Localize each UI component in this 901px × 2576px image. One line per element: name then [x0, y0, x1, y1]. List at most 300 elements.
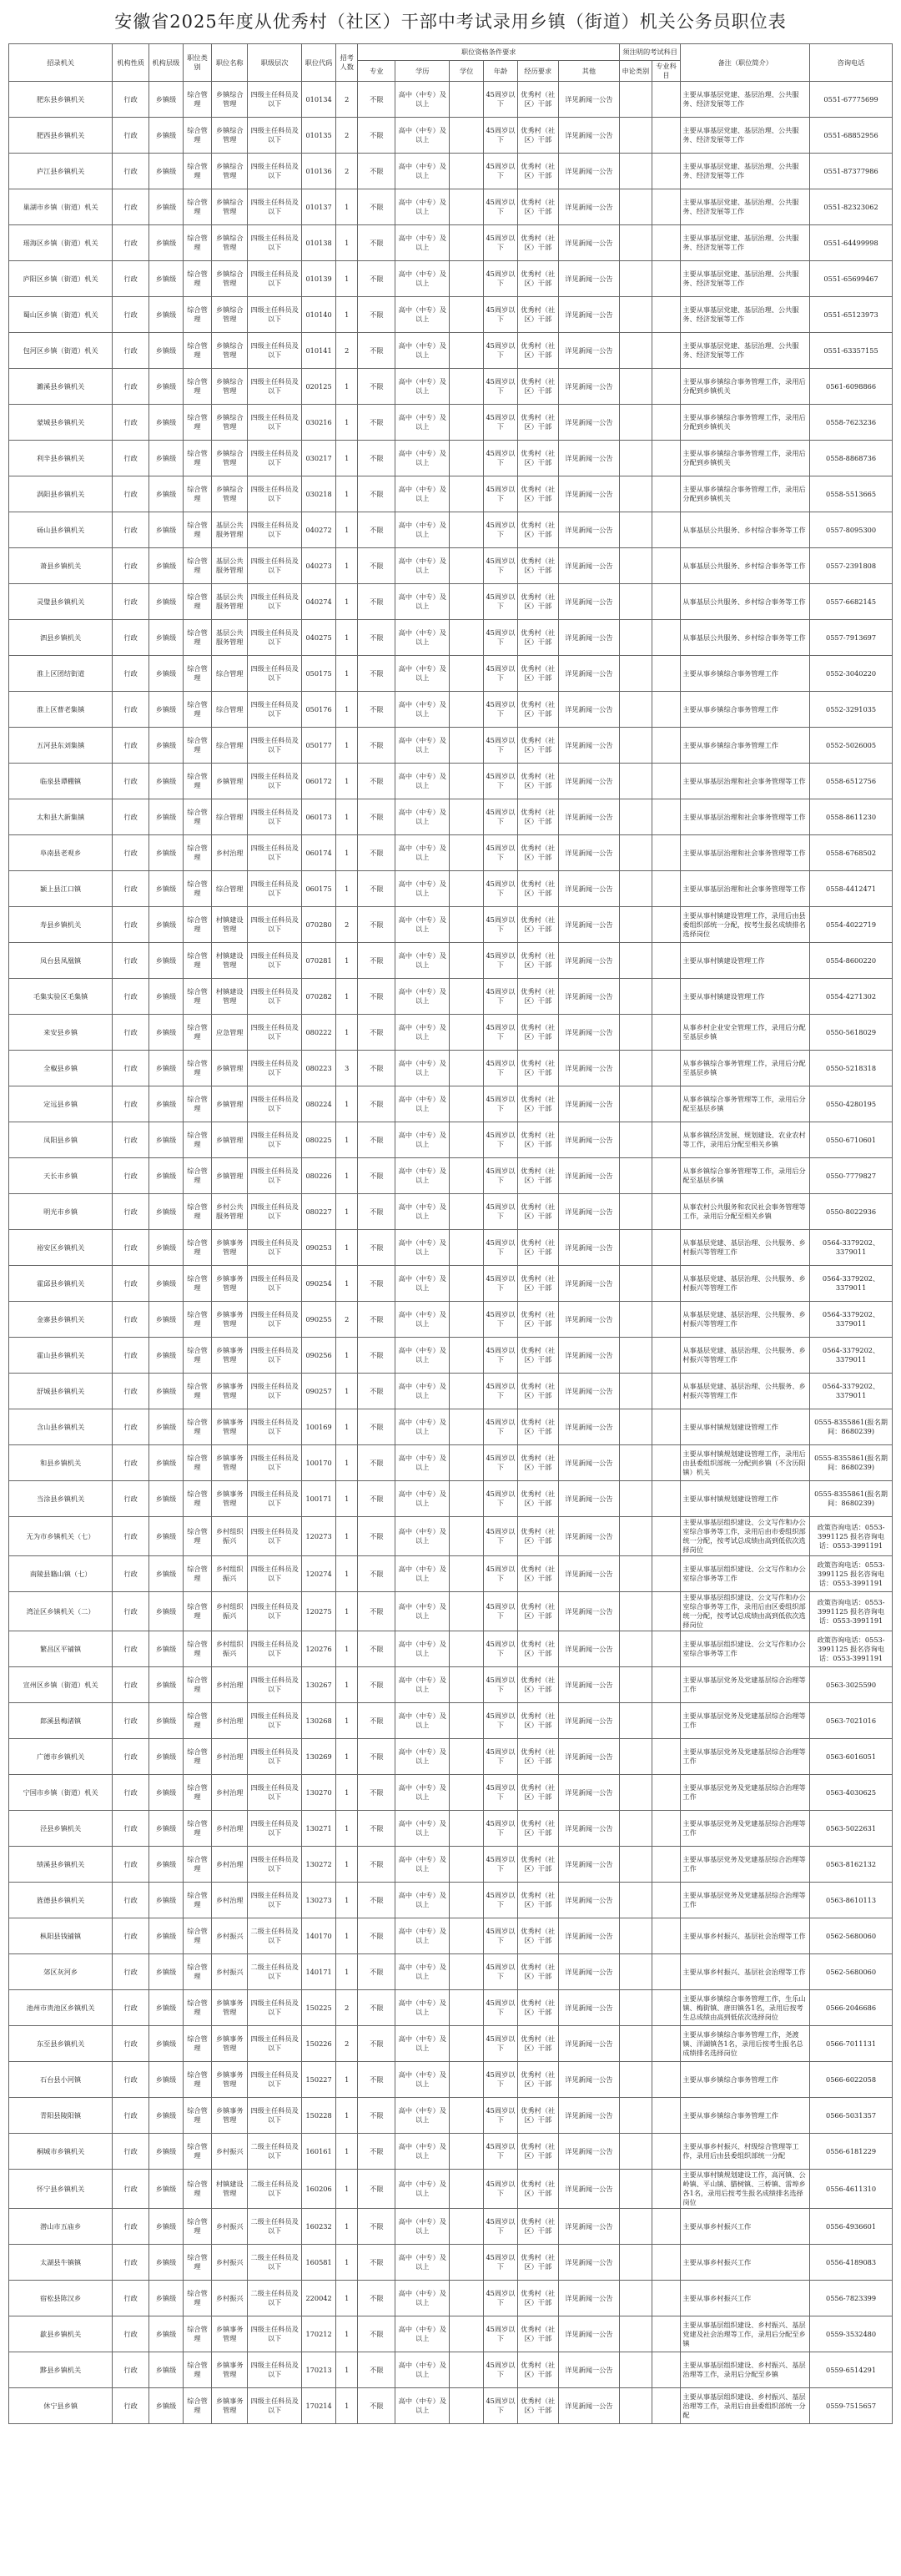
cell-position-level: 四级主任科员及以下	[248, 118, 302, 154]
cell-level: 乡镇级	[149, 1158, 184, 1194]
cell-education: 高中（中专）及以上	[395, 656, 450, 692]
cell-major: 不限	[358, 1409, 395, 1445]
cell-exam-gk	[620, 1194, 652, 1230]
cell-category: 综合管理	[183, 333, 212, 369]
cell-position-level: 四级主任科员及以下	[248, 2352, 302, 2388]
cell-education: 高中（中专）及以上	[395, 2352, 450, 2388]
cell-nature: 行政	[113, 2098, 149, 2134]
cell-age: 45周岁以下	[484, 2388, 518, 2424]
cell-position-level: 四级主任科员及以下	[248, 225, 302, 261]
cell-remarks: 主要从事乡镇综合事务管理工作	[681, 656, 810, 692]
cell-code: 130272	[302, 1847, 336, 1883]
table-row	[9, 620, 893, 656]
cell-code: 090257	[302, 1374, 336, 1409]
cell-level: 乡镇级	[149, 2388, 184, 2424]
cell-age: 45周岁以下	[484, 1266, 518, 1302]
cell-major: 不限	[358, 2134, 395, 2170]
cell-other: 详见新闻一公告	[558, 1230, 619, 1266]
cell-unit: 裕安区乡镇机关	[9, 1230, 113, 1266]
cell-remarks: 主要从事基层党建、基层治理、公共服务、经济发展等工作	[681, 333, 810, 369]
cell-position: 乡镇综合管理	[212, 82, 248, 118]
cell-other: 详见新闻一公告	[558, 1954, 619, 1990]
cell-phone: 0558-7623236	[810, 405, 893, 441]
table-row	[9, 1631, 893, 1667]
table-row	[9, 1556, 893, 1592]
cell-exam-prof	[652, 1667, 681, 1703]
cell-exam-prof	[652, 871, 681, 907]
cell-other: 详见新闻一公告	[558, 943, 619, 979]
cell-count: 1	[335, 1954, 357, 1990]
cell-code: 080226	[302, 1158, 336, 1194]
table-row	[9, 2316, 893, 2352]
cell-position-level: 四级主任科员及以下	[248, 1302, 302, 1338]
cell-remarks: 主要从事基层治理和社会事务管理等工作	[681, 799, 810, 835]
cell-exam-gk	[620, 82, 652, 118]
cell-position: 乡镇事务管理	[212, 1445, 248, 1481]
cell-experience: 优秀村（社区）干部	[517, 943, 558, 979]
cell-code: 220042	[302, 2281, 336, 2316]
cell-unit: 和县乡镇机关	[9, 1445, 113, 1481]
cell-phone: 0550-6710601	[810, 1122, 893, 1158]
cell-level: 乡镇级	[149, 764, 184, 799]
cell-category: 综合管理	[183, 1122, 212, 1158]
header-count: 招考人数	[335, 44, 357, 82]
cell-exam-gk	[620, 261, 652, 297]
cell-age: 45周岁以下	[484, 2062, 518, 2098]
cell-experience: 优秀村（社区）干部	[517, 2170, 558, 2209]
cell-degree	[450, 1086, 484, 1122]
cell-exam-prof	[652, 1592, 681, 1631]
cell-phone: 0557-6682145	[810, 584, 893, 620]
cell-position: 乡镇综合管理	[212, 261, 248, 297]
cell-degree	[450, 297, 484, 333]
cell-age: 45周岁以下	[484, 620, 518, 656]
cell-age: 45周岁以下	[484, 656, 518, 692]
table-row	[9, 656, 893, 692]
cell-education: 高中（中专）及以上	[395, 225, 450, 261]
cell-position: 乡村组织振兴	[212, 1517, 248, 1556]
cell-count: 2	[335, 118, 357, 154]
cell-category: 综合管理	[183, 1086, 212, 1122]
cell-exam-prof	[652, 2062, 681, 2098]
cell-count: 1	[335, 1847, 357, 1883]
cell-level: 乡镇级	[149, 1481, 184, 1517]
cell-age: 45周岁以下	[484, 1990, 518, 2026]
cell-position-level: 二级主任科员及以下	[248, 1954, 302, 1990]
cell-code: 100170	[302, 1445, 336, 1481]
cell-position: 乡镇事务管理	[212, 2316, 248, 2352]
cell-degree	[450, 2245, 484, 2281]
cell-exam-prof	[652, 1775, 681, 1811]
cell-position: 乡村组织振兴	[212, 1592, 248, 1631]
cell-position: 乡村治理	[212, 1775, 248, 1811]
cell-exam-prof	[652, 1158, 681, 1194]
cell-experience: 优秀村（社区）干部	[517, 2388, 558, 2424]
table-row	[9, 2062, 893, 2098]
cell-remarks: 主要从事基层党务及党建基层综合治理等工作	[681, 1739, 810, 1775]
cell-phone: 0564-3379202、3379011	[810, 1374, 893, 1409]
cell-count: 1	[335, 728, 357, 764]
cell-phone: 0566-6022058	[810, 2062, 893, 2098]
cell-code: 090256	[302, 1338, 336, 1374]
cell-age: 45周岁以下	[484, 1481, 518, 1517]
cell-experience: 优秀村（社区）干部	[517, 1883, 558, 1918]
cell-age: 45周岁以下	[484, 1918, 518, 1954]
cell-degree	[450, 1811, 484, 1847]
table-row	[9, 1517, 893, 1556]
cell-category: 综合管理	[183, 1158, 212, 1194]
cell-category: 综合管理	[183, 1230, 212, 1266]
cell-unit: 凤台县凤凰镇	[9, 943, 113, 979]
cell-position: 乡镇综合管理	[212, 189, 248, 225]
cell-other: 详见新闻一公告	[558, 1445, 619, 1481]
cell-level: 乡镇级	[149, 1517, 184, 1556]
cell-nature: 行政	[113, 1086, 149, 1122]
cell-remarks: 从事基层党建、基层治理、公共服务、乡村振兴等管理工作	[681, 1374, 810, 1409]
cell-nature: 行政	[113, 1158, 149, 1194]
cell-code: 160206	[302, 2170, 336, 2209]
cell-code: 070282	[302, 979, 336, 1015]
cell-degree	[450, 441, 484, 476]
cell-position-level: 四级主任科员及以下	[248, 1592, 302, 1631]
cell-phone: 0551-67775699	[810, 82, 893, 118]
cell-position-level: 四级主任科员及以下	[248, 261, 302, 297]
cell-remarks: 主要从事基层党务及党建基层综合治理等工作	[681, 1847, 810, 1883]
cell-position-level: 四级主任科员及以下	[248, 476, 302, 512]
cell-position-level: 四级主任科员及以下	[248, 154, 302, 189]
cell-exam-prof	[652, 2245, 681, 2281]
cell-experience: 优秀村（社区）干部	[517, 1667, 558, 1703]
cell-major: 不限	[358, 799, 395, 835]
cell-education: 高中（中专）及以上	[395, 189, 450, 225]
cell-nature: 行政	[113, 2316, 149, 2352]
cell-unit: 石台县小河镇	[9, 2062, 113, 2098]
cell-category: 综合管理	[183, 476, 212, 512]
cell-phone: 0551-65123973	[810, 297, 893, 333]
cell-exam-prof	[652, 1954, 681, 1990]
cell-code: 050175	[302, 656, 336, 692]
table-row	[9, 1883, 893, 1918]
cell-code: 080225	[302, 1122, 336, 1158]
cell-position: 乡镇事务管理	[212, 1230, 248, 1266]
cell-age: 45周岁以下	[484, 979, 518, 1015]
cell-education: 高中（中专）及以上	[395, 1481, 450, 1517]
cell-position: 村镇建设管理	[212, 979, 248, 1015]
cell-experience: 优秀村（社区）干部	[517, 2352, 558, 2388]
cell-exam-gk	[620, 154, 652, 189]
cell-position: 乡镇管理	[212, 764, 248, 799]
cell-age: 45周岁以下	[484, 1592, 518, 1631]
cell-count: 1	[335, 1266, 357, 1302]
cell-category: 综合管理	[183, 1739, 212, 1775]
cell-count: 1	[335, 2062, 357, 2098]
cell-exam-prof	[652, 441, 681, 476]
cell-age: 45周岁以下	[484, 512, 518, 548]
cell-degree	[450, 2388, 484, 2424]
cell-nature: 行政	[113, 2281, 149, 2316]
cell-phone: 0563-4030625	[810, 1775, 893, 1811]
cell-remarks: 主要从事基层党建、基层治理、公共服务、经济发展等工作	[681, 297, 810, 333]
cell-education: 高中（中专）及以上	[395, 1811, 450, 1847]
cell-exam-gk	[620, 1122, 652, 1158]
cell-education: 高中（中专）及以上	[395, 261, 450, 297]
cell-other: 详见新闻一公告	[558, 405, 619, 441]
cell-unit: 含山县乡镇机关	[9, 1409, 113, 1445]
cell-remarks: 主要从事村镇建设管理工作	[681, 943, 810, 979]
cell-other: 详见新闻一公告	[558, 2026, 619, 2062]
table-row	[9, 512, 893, 548]
cell-category: 综合管理	[183, 1374, 212, 1409]
cell-exam-prof	[652, 2388, 681, 2424]
cell-exam-gk	[620, 2098, 652, 2134]
cell-education: 高中（中专）及以上	[395, 1517, 450, 1556]
cell-exam-gk	[620, 2134, 652, 2170]
cell-age: 45周岁以下	[484, 2245, 518, 2281]
cell-other: 详见新闻一公告	[558, 1667, 619, 1703]
cell-count: 1	[335, 692, 357, 728]
cell-position-level: 四级主任科员及以下	[248, 1631, 302, 1667]
cell-exam-prof	[652, 82, 681, 118]
cell-major: 不限	[358, 1517, 395, 1556]
cell-level: 乡镇级	[149, 1194, 184, 1230]
cell-experience: 优秀村（社区）干部	[517, 1374, 558, 1409]
cell-other: 详见新闻一公告	[558, 692, 619, 728]
cell-nature: 行政	[113, 1592, 149, 1631]
cell-degree	[450, 1847, 484, 1883]
cell-position-level: 四级主任科员及以下	[248, 1481, 302, 1517]
cell-code: 160232	[302, 2209, 336, 2245]
cell-category: 综合管理	[183, 1409, 212, 1445]
cell-nature: 行政	[113, 1122, 149, 1158]
cell-category: 综合管理	[183, 2170, 212, 2209]
cell-experience: 优秀村（社区）干部	[517, 1631, 558, 1667]
table-row	[9, 2170, 893, 2209]
cell-code: 050177	[302, 728, 336, 764]
cell-exam-prof	[652, 1051, 681, 1086]
cell-nature: 行政	[113, 154, 149, 189]
cell-unit: 蒙城县乡镇机关	[9, 405, 113, 441]
cell-unit: 砀山县乡镇机关	[9, 512, 113, 548]
cell-category: 综合管理	[183, 405, 212, 441]
cell-level: 乡镇级	[149, 1556, 184, 1592]
cell-major: 不限	[358, 189, 395, 225]
cell-degree	[450, 2352, 484, 2388]
cell-remarks: 主要从事基层党务及党建基层综合治理等工作	[681, 1667, 810, 1703]
cell-level: 乡镇级	[149, 728, 184, 764]
cell-code: 090254	[302, 1266, 336, 1302]
cell-position: 乡镇综合管理	[212, 118, 248, 154]
cell-position: 基层公共服务管理	[212, 548, 248, 584]
cell-level: 乡镇级	[149, 261, 184, 297]
cell-count: 1	[335, 2134, 357, 2170]
cell-exam-prof	[652, 1481, 681, 1517]
cell-other: 详见新闻一公告	[558, 2062, 619, 2098]
cell-degree	[450, 82, 484, 118]
cell-unit: 宁国市乡镇（街道）机关	[9, 1775, 113, 1811]
cell-education: 高中（中专）及以上	[395, 512, 450, 548]
cell-education: 高中（中专）及以上	[395, 943, 450, 979]
cell-exam-gk	[620, 297, 652, 333]
cell-unit: 舒城县乡镇机关	[9, 1374, 113, 1409]
table-row	[9, 548, 893, 584]
cell-unit: 郊区灰河乡	[9, 1954, 113, 1990]
cell-position-level: 四级主任科员及以下	[248, 799, 302, 835]
cell-category: 综合管理	[183, 2026, 212, 2062]
cell-major: 不限	[358, 333, 395, 369]
cell-exam-gk	[620, 1703, 652, 1739]
cell-exam-gk	[620, 656, 652, 692]
cell-level: 乡镇级	[149, 1445, 184, 1481]
cell-major: 不限	[358, 1194, 395, 1230]
cell-level: 乡镇级	[149, 692, 184, 728]
cell-degree	[450, 1338, 484, 1374]
cell-exam-gk	[620, 1266, 652, 1302]
table-row	[9, 2134, 893, 2170]
cell-age: 45周岁以下	[484, 1122, 518, 1158]
cell-experience: 优秀村（社区）干部	[517, 441, 558, 476]
cell-age: 45周岁以下	[484, 548, 518, 584]
cell-remarks: 主要从事基层组织建设、乡村振兴、基层党建及社会治理等工作，录用后分配至乡镇	[681, 2316, 810, 2352]
cell-position: 乡村振兴	[212, 2245, 248, 2281]
cell-level: 乡镇级	[149, 118, 184, 154]
cell-age: 45周岁以下	[484, 943, 518, 979]
cell-education: 高中（中专）及以上	[395, 297, 450, 333]
cell-age: 45周岁以下	[484, 1739, 518, 1775]
cell-experience: 优秀村（社区）干部	[517, 1230, 558, 1266]
cell-phone: 0563-8610113	[810, 1883, 893, 1918]
table-row	[9, 1703, 893, 1739]
cell-experience: 优秀村（社区）干部	[517, 512, 558, 548]
cell-phone: 0557-2391808	[810, 548, 893, 584]
cell-degree	[450, 2134, 484, 2170]
cell-other: 详见新闻一公告	[558, 1194, 619, 1230]
cell-remarks: 主要从事基层治理和社会事务管理等工作	[681, 764, 810, 799]
cell-category: 综合管理	[183, 2134, 212, 2170]
cell-exam-prof	[652, 1847, 681, 1883]
cell-level: 乡镇级	[149, 2209, 184, 2245]
cell-nature: 行政	[113, 728, 149, 764]
cell-remarks: 主要从事乡镇综合事务管理工作	[681, 2062, 810, 2098]
cell-education: 高中（中专）及以上	[395, 2062, 450, 2098]
cell-position-level: 四级主任科员及以下	[248, 656, 302, 692]
cell-remarks: 主要从事基层治理和社会事务管理等工作	[681, 871, 810, 907]
cell-phone: 0554-8600220	[810, 943, 893, 979]
cell-unit: 定远县乡镇	[9, 1086, 113, 1122]
cell-education: 高中（中专）及以上	[395, 2316, 450, 2352]
cell-major: 不限	[358, 1051, 395, 1086]
cell-position-level: 四级主任科员及以下	[248, 1194, 302, 1230]
cell-other: 详见新闻一公告	[558, 835, 619, 871]
cell-degree	[450, 764, 484, 799]
cell-remarks: 从事乡村企业安全管理工作，录用后分配至基层乡镇	[681, 1015, 810, 1051]
cell-experience: 优秀村（社区）干部	[517, 1592, 558, 1631]
cell-position: 乡镇事务管理	[212, 1990, 248, 2026]
cell-count: 1	[335, 620, 357, 656]
cell-exam-prof	[652, 476, 681, 512]
table-row	[9, 189, 893, 225]
table-row	[9, 261, 893, 297]
cell-unit: 枞阳县钱铺镇	[9, 1918, 113, 1954]
cell-major: 不限	[358, 728, 395, 764]
cell-count: 1	[335, 1918, 357, 1954]
cell-level: 乡镇级	[149, 1631, 184, 1667]
cell-age: 45周岁以下	[484, 799, 518, 835]
cell-education: 高中（中专）及以上	[395, 2026, 450, 2062]
cell-experience: 优秀村（社区）干部	[517, 333, 558, 369]
cell-unit: 东至县乡镇机关	[9, 2026, 113, 2062]
cell-major: 不限	[358, 1302, 395, 1338]
cell-phone: 0551-68852956	[810, 118, 893, 154]
cell-count: 1	[335, 979, 357, 1015]
cell-phone: 0558-4412471	[810, 871, 893, 907]
cell-code: 010140	[302, 297, 336, 333]
cell-count: 1	[335, 1883, 357, 1918]
cell-remarks: 主要从事基层组织建设、公文写作和办公室综合事务等工作	[681, 1556, 810, 1592]
cell-level: 乡镇级	[149, 1086, 184, 1122]
table-row	[9, 1302, 893, 1338]
cell-nature: 行政	[113, 1230, 149, 1266]
cell-education: 高中（中专）及以上	[395, 2388, 450, 2424]
cell-other: 详见新闻一公告	[558, 2388, 619, 2424]
cell-experience: 优秀村（社区）干部	[517, 1015, 558, 1051]
cell-other: 详见新闻一公告	[558, 2245, 619, 2281]
cell-experience: 优秀村（社区）干部	[517, 2134, 558, 2170]
cell-experience: 优秀村（社区）干部	[517, 584, 558, 620]
cell-remarks: 主要从事基层党建、基层治理、公共服务、经济发展等工作	[681, 189, 810, 225]
cell-nature: 行政	[113, 1954, 149, 1990]
cell-age: 45周岁以下	[484, 2134, 518, 2170]
cell-other: 详见新闻一公告	[558, 728, 619, 764]
cell-unit: 霍山县乡镇机关	[9, 1338, 113, 1374]
cell-position: 乡村振兴	[212, 1918, 248, 1954]
cell-position-level: 四级主任科员及以下	[248, 2388, 302, 2424]
cell-degree	[450, 1990, 484, 2026]
cell-category: 综合管理	[183, 369, 212, 405]
cell-phone: 0550-4280195	[810, 1086, 893, 1122]
cell-nature: 行政	[113, 2026, 149, 2062]
cell-position: 基层公共服务管理	[212, 512, 248, 548]
cell-category: 综合管理	[183, 620, 212, 656]
cell-education: 高中（中专）及以上	[395, 2209, 450, 2245]
cell-major: 不限	[358, 1230, 395, 1266]
cell-position: 乡村公共服务管理	[212, 1194, 248, 1230]
cell-unit: 绩溪县乡镇机关	[9, 1847, 113, 1883]
cell-experience: 优秀村（社区）干部	[517, 871, 558, 907]
cell-age: 45周岁以下	[484, 764, 518, 799]
cell-phone: 0551-82323062	[810, 189, 893, 225]
cell-other: 详见新闻一公告	[558, 2352, 619, 2388]
cell-education: 高中（中专）及以上	[395, 1954, 450, 1990]
cell-other: 详见新闻一公告	[558, 1990, 619, 2026]
cell-degree	[450, 1230, 484, 1266]
cell-category: 综合管理	[183, 1051, 212, 1086]
cell-education: 高中（中专）及以上	[395, 82, 450, 118]
cell-exam-prof	[652, 1338, 681, 1374]
cell-exam-prof	[652, 1811, 681, 1847]
cell-position: 乡镇综合管理	[212, 476, 248, 512]
cell-category: 综合管理	[183, 1667, 212, 1703]
cell-degree	[450, 1051, 484, 1086]
cell-degree	[450, 333, 484, 369]
cell-remarks: 主要从事乡镇综合事务管理工作，生乐山镇、梅街镇、唐田镇各1名，录用后按考生总成绩由高到低依次选择岗位	[681, 1990, 810, 2026]
cell-position-level: 四级主任科员及以下	[248, 405, 302, 441]
cell-remarks: 从事乡镇经济发展、规划建设、农业农村等工作，录用后分配至相关乡镇	[681, 1122, 810, 1158]
cell-category: 综合管理	[183, 584, 212, 620]
cell-category: 综合管理	[183, 2281, 212, 2316]
cell-level: 乡镇级	[149, 1918, 184, 1954]
cell-position: 乡镇事务管理	[212, 2388, 248, 2424]
cell-remarks: 主要从事基层党建、基层治理、公共服务、经济发展等工作	[681, 118, 810, 154]
